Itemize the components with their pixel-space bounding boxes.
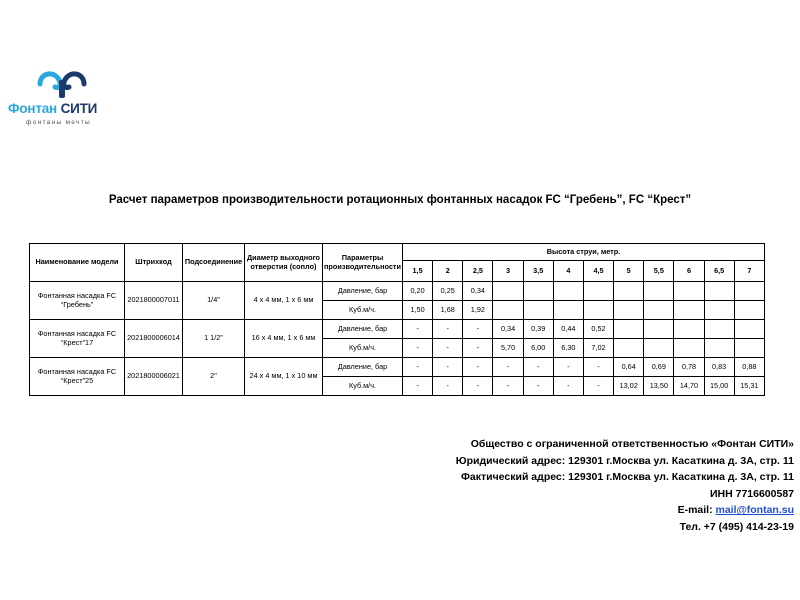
page-title: Расчет параметров производительности ротационных фонтанных насадок FC “Гребень”, FC “Крест” <box>108 194 692 206</box>
company-name: Общество с ограниченной ответственностью «Фонтан СИТИ» <box>470 438 794 450</box>
value-cell: 1,68 <box>433 301 463 320</box>
param-name: Куб.м/ч. <box>323 339 403 358</box>
value-cell: - <box>493 358 523 377</box>
model-name: Фонтанная насадка FC “Крест”25 <box>30 358 125 396</box>
model-outlet: 16 х 4 мм, 1 х 6 мм <box>245 320 323 358</box>
header-height-value: 2,5 <box>463 261 493 282</box>
value-cell: 1,50 <box>403 301 433 320</box>
value-cell: 0,20 <box>403 282 433 301</box>
value-cell <box>614 339 644 358</box>
table-row <box>30 320 765 339</box>
value-cell: 0,52 <box>583 320 613 339</box>
value-cell <box>644 282 674 301</box>
value-cell: - <box>463 339 493 358</box>
value-cell: - <box>463 358 493 377</box>
model-name: Фонтанная насадка FC “Гребень” <box>30 282 125 320</box>
value-cell: - <box>553 377 583 396</box>
value-cell <box>583 301 613 320</box>
value-cell: 6,30 <box>553 339 583 358</box>
value-cell <box>614 320 644 339</box>
value-cell: 0,34 <box>493 320 523 339</box>
value-cell: 0,69 <box>644 358 674 377</box>
value-cell: - <box>583 377 613 396</box>
value-cell: 0,64 <box>614 358 644 377</box>
email-link[interactable]: mail@fontan.su <box>715 504 794 517</box>
fountain-logo-icon <box>36 66 88 100</box>
value-cell: - <box>433 339 463 358</box>
value-cell <box>644 301 674 320</box>
value-cell <box>674 282 704 301</box>
model-barcode: 2021800006021 <box>125 358 183 396</box>
value-cell: 15,00 <box>704 377 734 396</box>
value-cell <box>644 339 674 358</box>
value-cell: - <box>433 358 463 377</box>
header-model: Наименование модели <box>30 244 125 282</box>
header-connection: Подсоединение <box>183 244 245 282</box>
value-cell: - <box>403 320 433 339</box>
value-cell: 13,02 <box>614 377 644 396</box>
value-cell <box>493 282 523 301</box>
legal-address: Юридический адрес: 129301 г.Москва ул. Касаткина д. 3А, стр. 11 <box>455 454 794 467</box>
header-barcode: Штрихкод <box>125 244 183 282</box>
model-barcode: 2021800006014 <box>125 320 183 358</box>
header-height-value: 6 <box>674 261 704 282</box>
phone: Тел. +7 (495) 414-23-19 <box>679 520 794 533</box>
value-cell <box>523 282 553 301</box>
value-cell <box>734 339 764 358</box>
value-cell <box>674 339 704 358</box>
value-cell: - <box>493 377 523 396</box>
header-height-value: 3,5 <box>523 261 553 282</box>
header-height-value: 1,5 <box>403 261 433 282</box>
value-cell <box>734 320 764 339</box>
model-outlet: 4 х 4 мм, 1 х 6 мм <box>245 282 323 320</box>
model-connection: 1/4" <box>183 282 245 320</box>
value-cell <box>583 282 613 301</box>
value-cell <box>704 320 734 339</box>
logo-name-part2: СИТИ <box>60 101 98 116</box>
model-connection: 2" <box>183 358 245 396</box>
actual-address: Фактический адрес: 129301 г.Москва ул. Касаткина д. 3А, стр. 11 <box>460 471 794 484</box>
value-cell <box>644 320 674 339</box>
header-height-value: 5,5 <box>644 261 674 282</box>
table-row <box>30 282 765 301</box>
logo-name-part1: Фонтан <box>8 101 57 116</box>
value-cell: - <box>403 358 433 377</box>
value-cell: 0,39 <box>523 320 553 339</box>
model-name: Фонтанная насадка FC “Крест”17 <box>30 320 125 358</box>
value-cell <box>493 301 523 320</box>
value-cell <box>734 301 764 320</box>
company-logo <box>6 66 116 128</box>
value-cell <box>523 301 553 320</box>
value-cell: - <box>433 377 463 396</box>
value-cell <box>553 282 583 301</box>
header-height-value: 2 <box>433 261 463 282</box>
value-cell: 7,02 <box>583 339 613 358</box>
value-cell: - <box>403 377 433 396</box>
param-name: Куб.м/ч. <box>323 301 403 320</box>
value-cell <box>704 301 734 320</box>
value-cell: - <box>463 320 493 339</box>
value-cell <box>674 320 704 339</box>
header-outlet: Диаметр выходного отверстия (сопло) <box>245 244 323 282</box>
param-name: Давление, бар <box>323 282 403 301</box>
param-name: Куб.м/ч. <box>323 377 403 396</box>
value-cell <box>704 282 734 301</box>
value-cell: 1,92 <box>463 301 493 320</box>
value-cell: 0,44 <box>553 320 583 339</box>
value-cell <box>553 301 583 320</box>
header-height-value: 7 <box>734 261 764 282</box>
company-inn: ИНН 7716600587 <box>709 487 794 500</box>
value-cell: - <box>463 377 493 396</box>
value-cell: 0,34 <box>463 282 493 301</box>
value-cell: 0,88 <box>734 358 764 377</box>
value-cell: - <box>523 358 553 377</box>
table-row <box>30 358 765 377</box>
value-cell <box>614 282 644 301</box>
logo-name <box>8 101 97 116</box>
value-cell: 0,78 <box>674 358 704 377</box>
value-cell: - <box>433 320 463 339</box>
param-name: Давление, бар <box>323 358 403 377</box>
company-details <box>456 436 794 536</box>
value-cell: - <box>553 358 583 377</box>
value-cell: 14,70 <box>674 377 704 396</box>
model-connection: 1 1/2" <box>183 320 245 358</box>
model-barcode: 2021800007011 <box>125 282 183 320</box>
email-line <box>456 502 794 519</box>
header-height: Высота струи, метр. <box>403 244 765 261</box>
value-cell <box>704 339 734 358</box>
value-cell: - <box>583 358 613 377</box>
value-cell: 15,31 <box>734 377 764 396</box>
table-header-row <box>30 244 765 261</box>
logo-tagline: фонтаны мечты <box>26 119 91 126</box>
value-cell: 0,83 <box>704 358 734 377</box>
header-height-value: 5 <box>614 261 644 282</box>
value-cell: - <box>523 377 553 396</box>
value-cell: 13,50 <box>644 377 674 396</box>
value-cell: 5,70 <box>493 339 523 358</box>
header-params: Параметры производительности <box>323 244 403 282</box>
value-cell <box>614 301 644 320</box>
header-height-value: 6,5 <box>704 261 734 282</box>
param-name: Давление, бар <box>323 320 403 339</box>
value-cell <box>734 282 764 301</box>
header-height-value: 4,5 <box>583 261 613 282</box>
header-height-value: 4 <box>553 261 583 282</box>
value-cell <box>674 301 704 320</box>
value-cell: - <box>403 339 433 358</box>
performance-table <box>29 243 765 396</box>
header-height-value: 3 <box>493 261 523 282</box>
model-outlet: 24 х 4 мм, 1 х 10 мм <box>245 358 323 396</box>
email-label: E-mail: <box>677 504 716 517</box>
value-cell: 6,00 <box>523 339 553 358</box>
value-cell: 0,25 <box>433 282 463 301</box>
